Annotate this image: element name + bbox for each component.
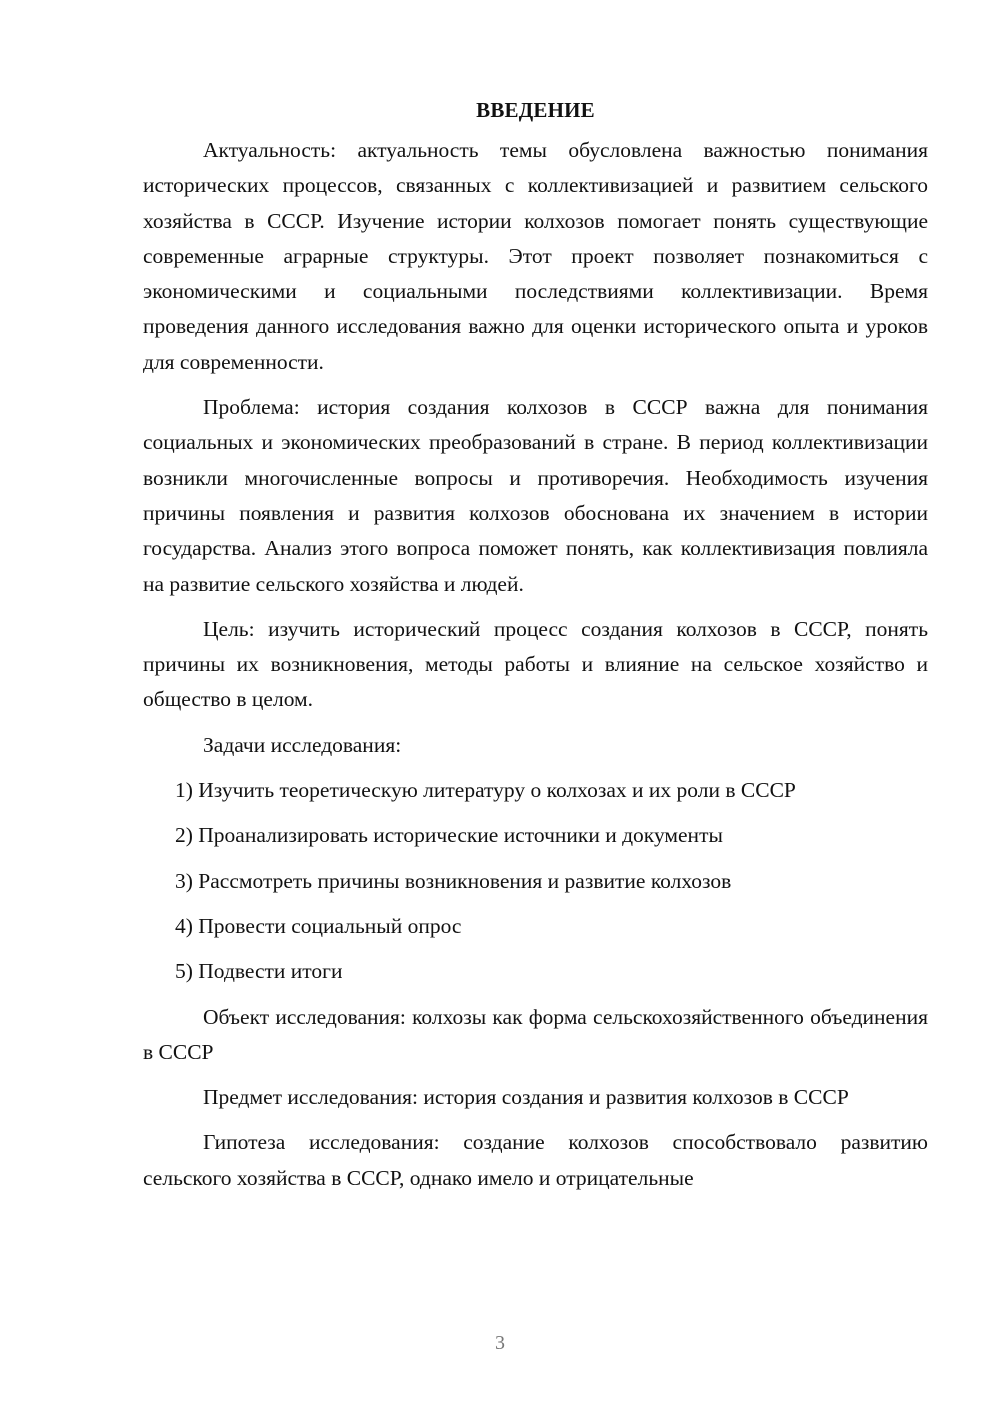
goal-paragraph: Цель: изучить исторический процесс создания колхозов в СССР, понять причины их возникновения, методы работы и влияние на сельское хозяйство и общество в целом. xyxy=(143,616,928,712)
page-content xyxy=(143,93,928,1206)
task-item: 3) Рассмотреть причины возникновения и развитие колхозов xyxy=(175,868,732,893)
relevance-paragraph: Актуальность: актуальность темы обусловлена важностью понимания исторических процессов, связанных с коллективизацией и развитием сельского хозяйства в СССР. Изучение истории колхозов помогает понять существующие современные аграрные структуры. Этот проект позволяет познакомиться с экономическими и социальными последствиями коллективизации. Время проведения данного исследования важно для оценки исторического опыта и уроков для современности. xyxy=(143,138,928,374)
subject-paragraph: Предмет исследования: история создания и развития колхозов в СССР xyxy=(203,1085,849,1110)
problem-paragraph: Проблема: история создания колхозов в СССР важна для понимания социальных и экономических преобразований в стране. В период коллективизации возникли многочисленные вопросы и противоречия. Необходимость изучения причины появления и развития колхозов обоснована их значением в истории государства. Анализ этого вопроса поможет понять, как коллективизация повлияла на развитие сельского хозяйства и людей. xyxy=(143,395,928,596)
task-item: 1) Изучить теоретическую литературу о колхозах и их роли в СССР xyxy=(175,778,796,803)
task-item: 5) Подвести итоги xyxy=(175,959,343,984)
hypothesis-paragraph: Гипотеза исследования: создание колхозов способствовало развитию сельского хозяйства в СССР, однако имело и отрицательные xyxy=(143,1130,928,1190)
tasks-label: Задачи исследования: xyxy=(203,732,402,757)
page-number: 3 xyxy=(495,1332,505,1354)
task-item: 4) Провести социальный опрос xyxy=(175,913,462,938)
section-title: ВВЕДЕНИЕ xyxy=(476,98,595,122)
tasks-list xyxy=(143,773,928,989)
object-paragraph: Объект исследования: колхозы как форма сельскохозяйственного объединения в СССР xyxy=(143,1004,928,1064)
task-item: 2) Проанализировать исторические источники и документы xyxy=(175,823,723,848)
